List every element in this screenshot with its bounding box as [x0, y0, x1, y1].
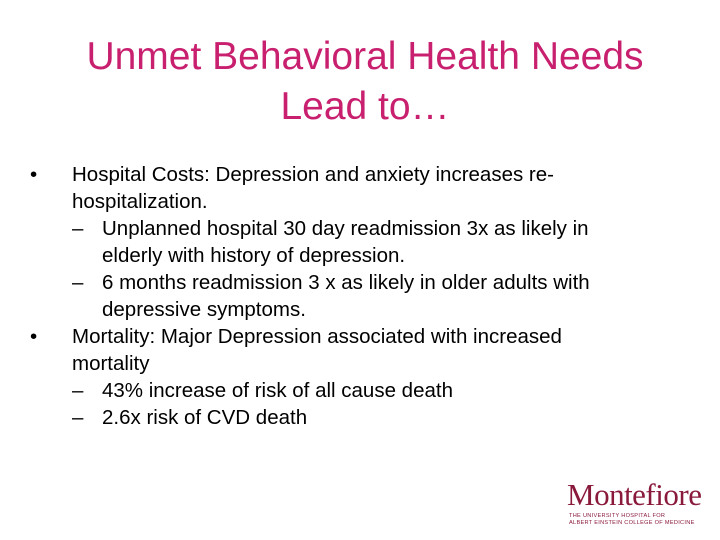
sub-bullet-item: [30, 377, 690, 404]
dash-icon: –: [72, 379, 84, 402]
sub-bullet-text-line-1: 6 months readmission 3 x as likely in older adults with: [102, 271, 590, 294]
sub-bullet-item: [30, 215, 690, 269]
bullet-text-line-1: Hospital Costs: Depression and anxiety increases re-: [72, 163, 554, 186]
dash-icon: –: [72, 217, 84, 240]
bullet-item-hospital-costs: [30, 161, 690, 215]
title-line-2: Lead to…: [280, 85, 450, 128]
sub-bullet-text-line-1: Unplanned hospital 30 day readmission 3x as likely in: [102, 217, 589, 240]
logo-tagline-1: THE UNIVERSITY HOSPITAL FOR: [569, 513, 666, 519]
bullet-text-line-2: mortality: [72, 352, 150, 375]
montefiore-logo: [567, 478, 707, 530]
bullet-icon: •: [30, 325, 38, 348]
dash-icon: –: [72, 406, 84, 429]
bullet-text-line-2: hospitalization.: [72, 190, 208, 213]
sub-bullet-item: [30, 269, 690, 323]
title-line-1: Unmet Behavioral Health Needs: [86, 35, 644, 78]
sub-bullet-text: 43% increase of risk of all cause death: [102, 379, 453, 402]
bullet-icon: •: [30, 163, 38, 186]
sub-bullet-item: [30, 404, 690, 431]
bullet-text-line-1: Mortality: Major Depression associated with increased: [72, 325, 562, 348]
logo-tagline-2: ALBERT EINSTEIN COLLEGE OF MEDICINE: [569, 520, 695, 526]
dash-icon: –: [72, 271, 84, 294]
bullet-item-mortality: [30, 323, 690, 377]
bullet-list: [30, 161, 690, 431]
sub-bullet-text-line-2: elderly with history of depression.: [102, 244, 406, 267]
slide-title: [30, 32, 700, 132]
sub-bullet-text-line-2: depressive symptoms.: [102, 298, 306, 321]
logo-wordmark: Montefiore: [567, 477, 702, 512]
sub-bullet-text: 2.6x risk of CVD death: [102, 406, 308, 429]
